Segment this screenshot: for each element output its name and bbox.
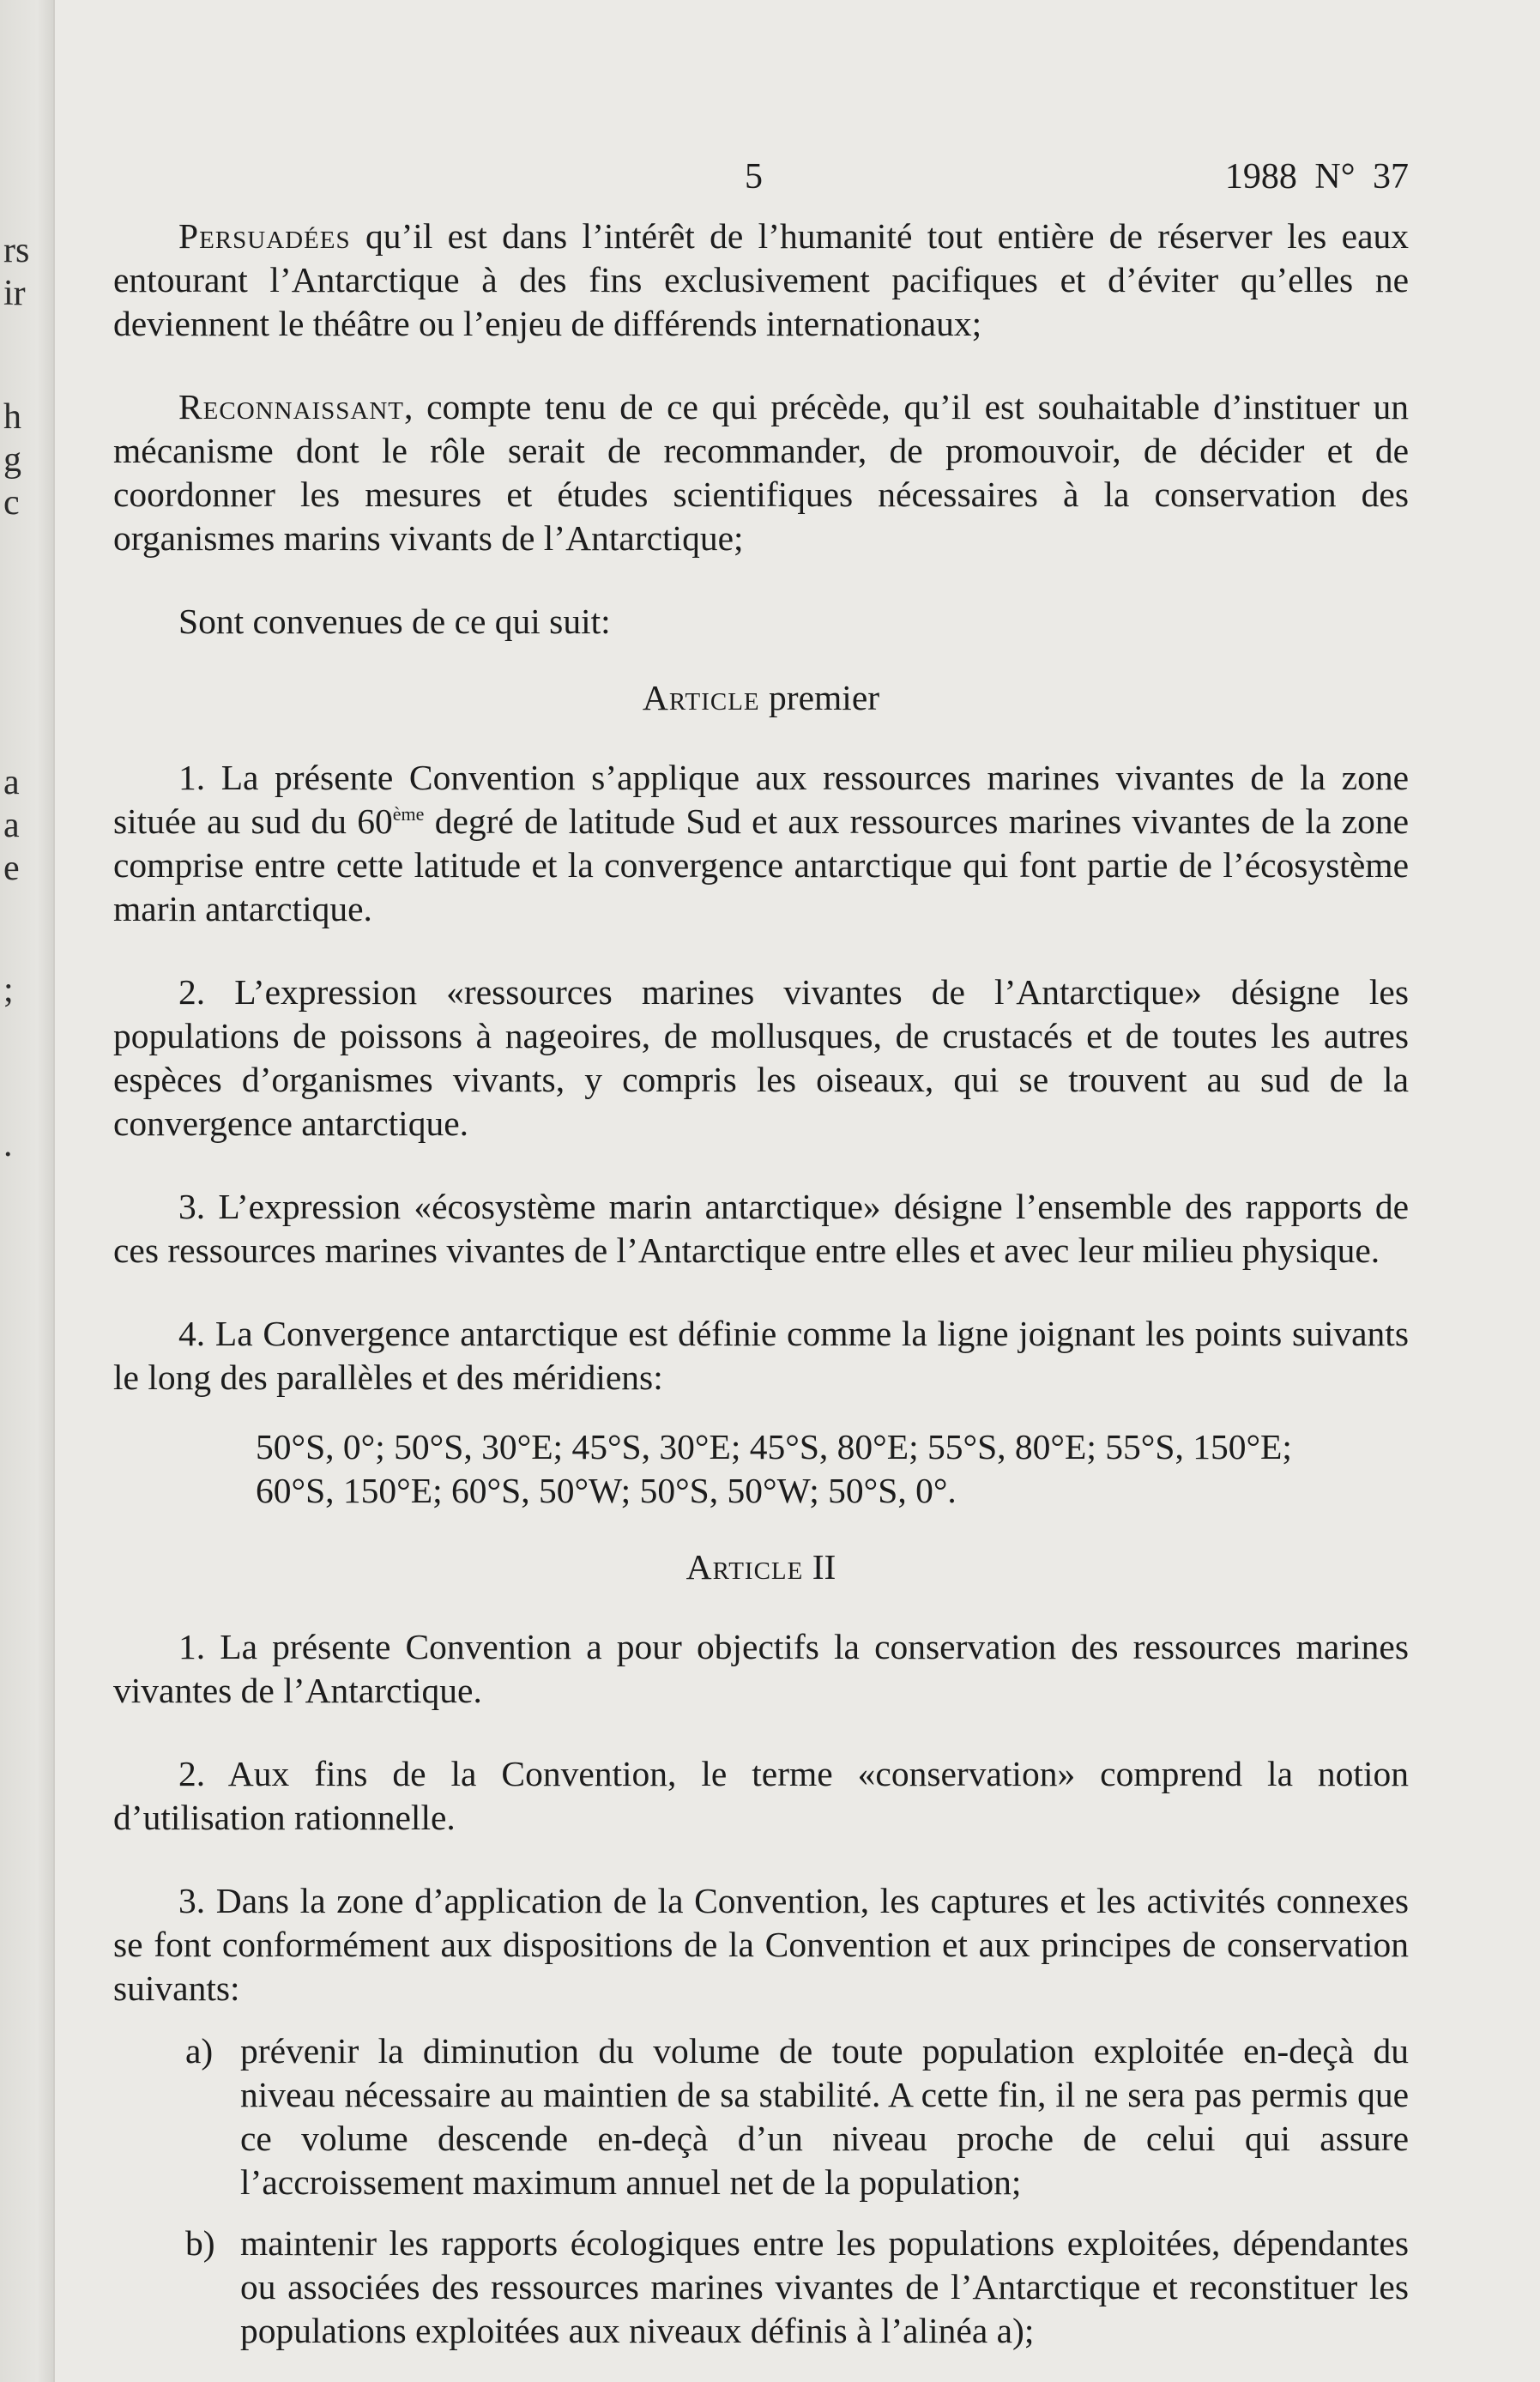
list-item-text: maintenir les rapports écologiques entre les populations exploitées, dépendantes ou associées des ressources marines vivantes de l’Antarctique et reconstituer les populations exploitées aux niveaux définis à l’alinéa a); bbox=[240, 2223, 1409, 2350]
gutter-letter: rs bbox=[3, 231, 30, 270]
gutter-letter: . bbox=[3, 1125, 13, 1164]
gutter-letter: e bbox=[3, 849, 20, 888]
list-marker: b) bbox=[185, 2223, 215, 2263]
article-paragraph: 4. La Convergence antarctique est définie comme la ligne joignant les points suivants le long des parallèles et des méridiens: bbox=[113, 1314, 1409, 1397]
page-number: 5 bbox=[745, 157, 763, 196]
page-header bbox=[113, 137, 1409, 215]
preamble-lead: Persuadées bbox=[178, 216, 351, 256]
gutter-letter: a bbox=[3, 806, 20, 845]
coordinates-list bbox=[256, 1425, 1409, 1513]
preamble-paragraph bbox=[113, 385, 1409, 560]
preamble-lead: Reconnaissant bbox=[178, 387, 405, 426]
preamble-text: , compte tenu de ce qui précède, qu’il est souhaitable d’instituer un mécanisme dont le rôle serait de recommander, de promouvoir, de décider et de coordonner les mesures et études scientifiques nécessaires à la conservation des organismes marins vivants de l’Antarctique; bbox=[113, 387, 1409, 558]
agreement-clause: Sont convenues de ce qui suit: bbox=[178, 602, 611, 641]
gutter-letter: ir bbox=[3, 274, 26, 313]
article-title: Article II bbox=[685, 1547, 836, 1587]
gutter-letter: h bbox=[3, 397, 21, 437]
gutter-letter: c bbox=[3, 483, 20, 523]
coordinates-line: 50°S, 0°; 50°S, 30°E; 45°S, 30°E; 45°S, 80°E; 55°S, 80°E; 55°S, 150°E; bbox=[256, 1427, 1292, 1466]
gutter-letter: g bbox=[3, 440, 21, 480]
gutter-letter: a bbox=[3, 763, 20, 802]
article-paragraph: 1. La présente Convention s’applique aux ressources marines vivantes de la zone située au sud du 60ème degré de latitude Sud et aux ressources marines vivantes de la zone comprise entre cette latitude et la convergence antarctique qui font partie de l’écosystème marin antarctique. bbox=[113, 758, 1409, 928]
article-title: Article premier bbox=[642, 678, 880, 717]
coordinates-line: 60°S, 150°E; 60°S, 50°W; 50°S, 50°W; 50°S, 0°. bbox=[256, 1471, 957, 1510]
list-item bbox=[113, 2222, 1409, 2353]
list-marker: a) bbox=[185, 2031, 214, 2071]
article-paragraph: 1. La présente Convention a pour objectifs la conservation des ressources marines vivantes de l’Antarctique. bbox=[113, 1627, 1409, 1710]
principles-list bbox=[113, 2029, 1409, 2353]
gutter-letter: ; bbox=[3, 970, 14, 1010]
preamble-text: qu’il est dans l’intérêt de l’humanité tout entière de réserver les eaux entourant l’Antarctique à des fins exclusivement pacifiques et d’éviter qu’elles ne deviennent le théâtre ou l’enjeu de différends internationaux; bbox=[113, 216, 1409, 343]
article-paragraph: 2. L’expression «ressources marines vivantes de l’Antarctique» désigne les populations de poissons à nageoires, de mollusques, de crustacés et de toutes les autres espèces d’organismes vivants, y compris les oiseaux, qui se trouvent au sud de la convergence antarctique. bbox=[113, 972, 1409, 1143]
list-item-text: prévenir la diminution du volume de toute population exploitée en-deçà du niveau nécessaire au maintien de sa stabilité. A cette fin, il ne sera pas permis que ce volume descende en-deçà d’un niveau proche de celui qui assure l’accroissement maximum annuel net de la population; bbox=[240, 2031, 1409, 2202]
article-paragraph: 3. L’expression «écosystème marin antarctique» désigne l’ensemble des rapports de ces ressources marines vivantes de l’Antarctique entre elles et avec leur milieu physique. bbox=[113, 1187, 1409, 1270]
article-paragraph: 2. Aux fins de la Convention, le terme «conservation» comprend la notion d’utilisation rationnelle. bbox=[113, 1754, 1409, 1837]
article-paragraph: 3. Dans la zone d’application de la Convention, les captures et les activités connexes se font conformément aux dispositions de la Convention et aux principes de conservation suivants: bbox=[113, 1881, 1409, 2008]
list-item bbox=[113, 2029, 1409, 2204]
previous-page-edge bbox=[0, 0, 55, 2382]
preamble-paragraph bbox=[113, 215, 1409, 346]
document-page bbox=[113, 137, 1409, 2370]
document-reference: 1988 N° 37 bbox=[1224, 157, 1409, 196]
